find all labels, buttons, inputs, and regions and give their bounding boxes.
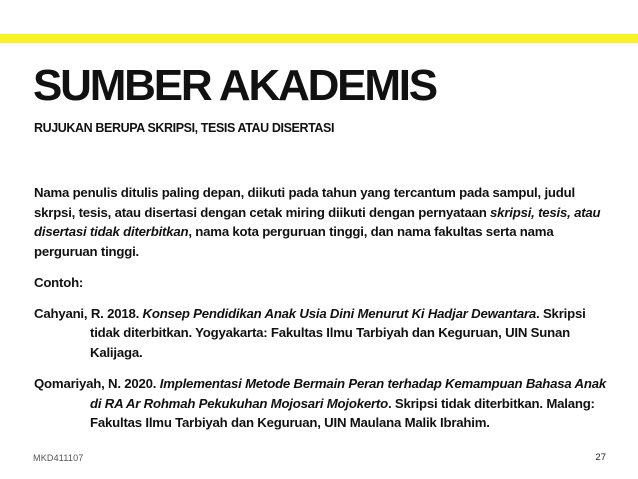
reference-title: Implementasi Metode Bermain Peran terhadap Kemampuan Bahasa Anak di RA Ar Rohmah Pekukuhan Mojosari Mojokerto — [90, 376, 606, 411]
reference-author-year: Qomariyah, N. 2020. — [34, 376, 160, 391]
reference-title: Konsep Pendidikan Anak Usia Dini Menurut Ki Hadjar Dewantara — [142, 305, 537, 321]
course-code: MKD411107 — [33, 453, 84, 463]
example-label: Contoh: — [34, 275, 84, 290]
slide-title: SUMBER AKADEMIS — [33, 61, 436, 110]
slide-subtitle: RUJUKAN BERUPA SKRIPSI, TESIS ATAU DISERTASI — [34, 121, 335, 135]
slide-body — [34, 183, 609, 445]
intro-paragraph — [34, 183, 609, 261]
intro-text-italic: skripsi, tesis, atau disertasi tidak diterbitkan — [34, 204, 601, 239]
reference-details: . Skripsi tidak diterbitkan. Malang: Fakultas Ilmu Tarbiyah dan Keguruan, UIN Maulana Malik Ibrahim. — [90, 395, 595, 430]
reference-details: . Skripsi tidak diterbitkan. Yogyakarta: Fakultas Ilmu Tarbiyah dan Keguruan, UIN Sunan Kalijaga. — [90, 305, 586, 360]
reference-item — [34, 304, 609, 363]
intro-text-part2: , nama kota perguruan tinggi, dan nama fakultas serta nama perguruan tinggi. — [34, 224, 554, 259]
reference-item — [34, 374, 609, 433]
intro-text-part1: Nama penulis ditulis paling depan, diikuti pada tahun yang tercantum pada sampul, judul skrpsi, tesis, atau disertasi dengan cetak miring diikuti dengan pernyataan — [34, 185, 575, 220]
reference-author-year: Cahyani, R. 2018. — [34, 305, 143, 321]
accent-bar — [0, 34, 638, 43]
page-number: 27 — [595, 452, 606, 463]
